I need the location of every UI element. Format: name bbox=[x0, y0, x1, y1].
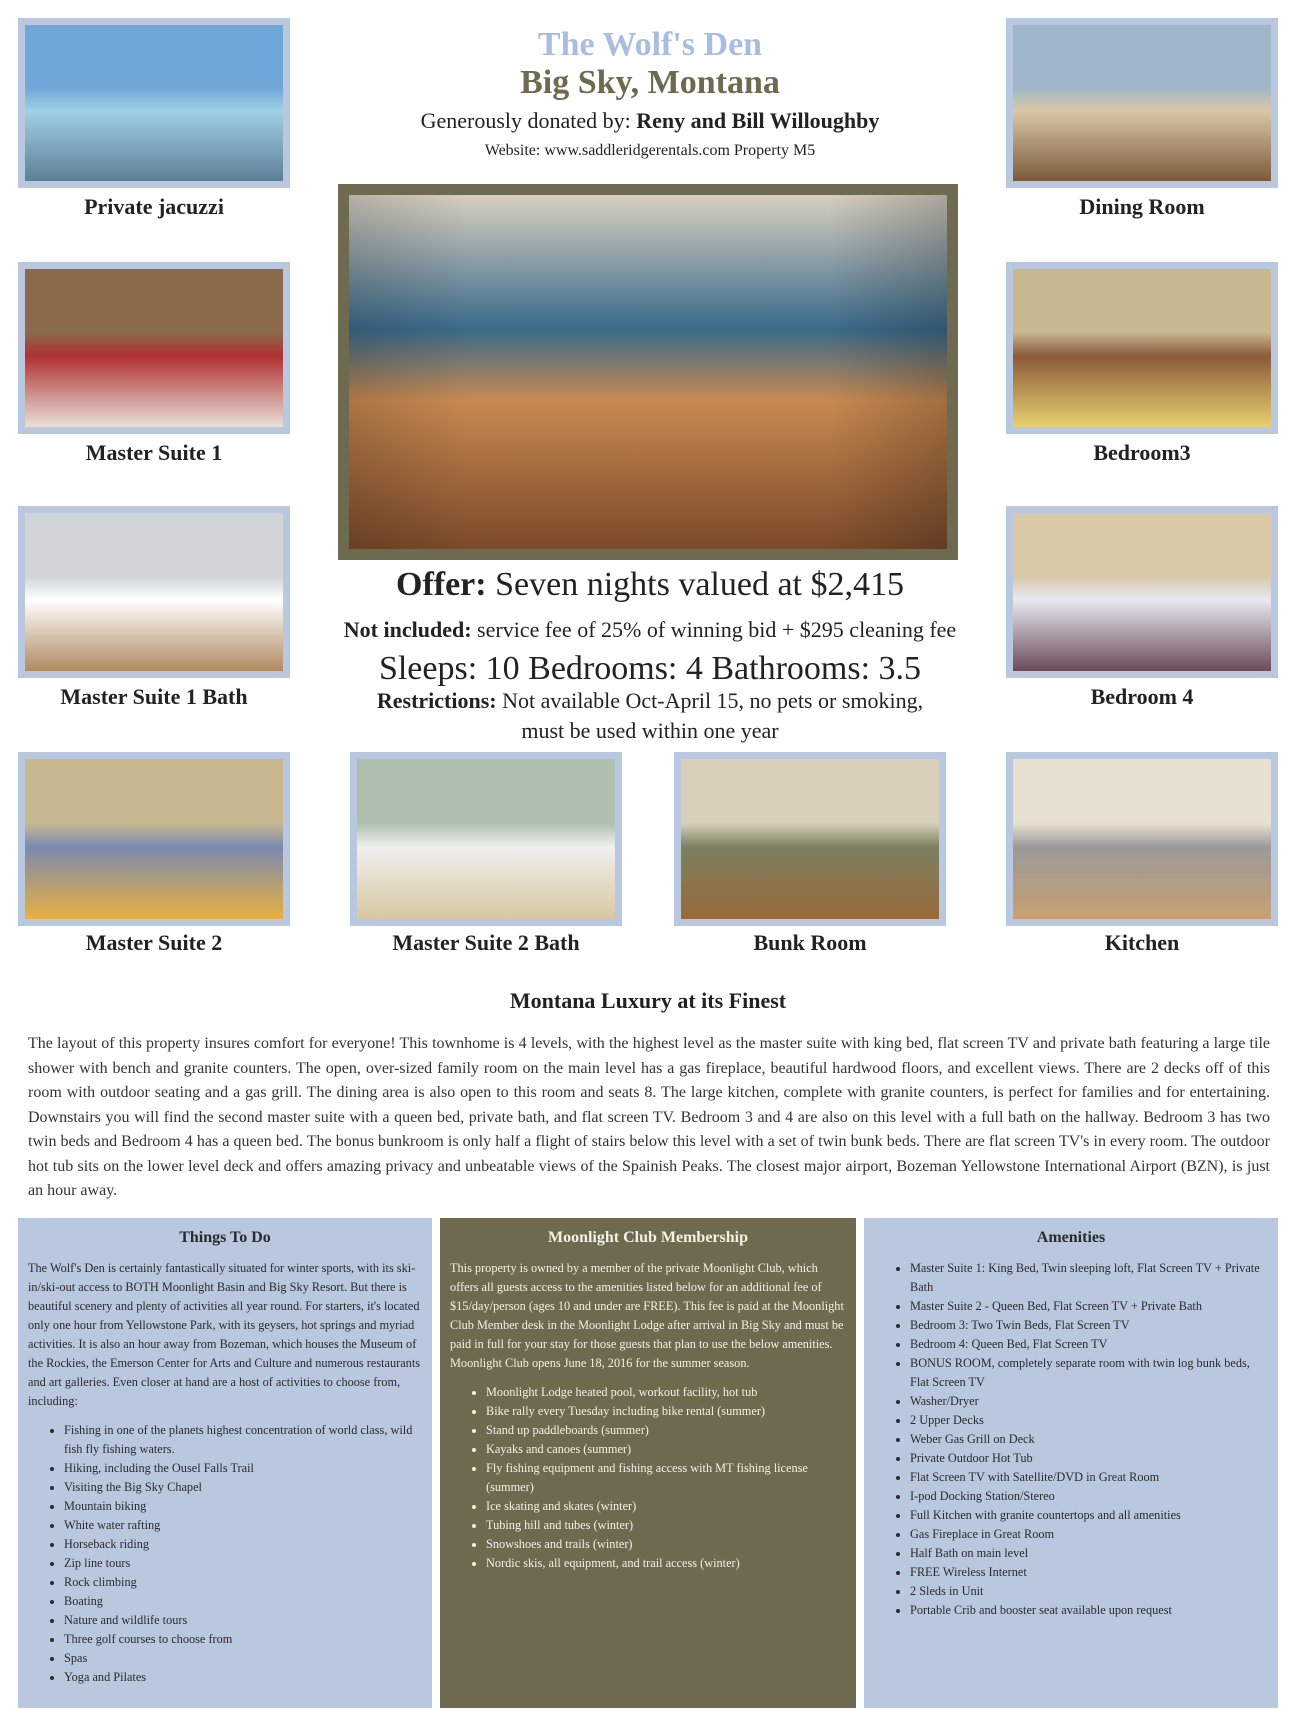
photo-bedroom-4 bbox=[1006, 506, 1278, 678]
list-item: • Bedroom 3: Two Twin Beds, Flat Screen TV bbox=[910, 1316, 1268, 1335]
living-room-image bbox=[349, 195, 947, 549]
things-to-do-box bbox=[18, 1218, 432, 1708]
offer-line bbox=[320, 566, 980, 604]
bedroom-3-image bbox=[1013, 269, 1271, 427]
list-item: • Nordic skis, all equipment, and trail access (winter) bbox=[486, 1554, 846, 1573]
description-title: Montana Luxury at its Finest bbox=[509, 988, 787, 1013]
list-item: • Portable Crib and booster seat available upon request bbox=[910, 1601, 1268, 1620]
photo-master-suite-2-bath bbox=[350, 752, 622, 926]
photo-kitchen bbox=[1006, 752, 1278, 926]
offer-label: Offer: bbox=[396, 566, 487, 603]
property-stats: Sleeps: 10 Bedrooms: 4 Bathrooms: 3.5 bbox=[378, 650, 922, 687]
caption-kitchen: Kitchen bbox=[1104, 930, 1180, 955]
moonlight-title: Moonlight Club Membership bbox=[547, 1229, 748, 1246]
list-item: • Stand up paddleboards (summer) bbox=[486, 1421, 846, 1440]
restrictions-line-2: must be used within one year bbox=[521, 718, 779, 743]
moonlight-intro: This property is owned by a member of the private Moonlight Club, which offers all guests access to the amenities listed below for an additional fee of $15/day/person (ages 10 and under are FREE). This fee is paid at the Moonlight Club Member desk in the Moonlight Lodge after arrival in Big Sky and must be paid in full for your stay for those guests that plan to use the below amenities. Moonlight Club opens June 18, 2016 for the summer season. bbox=[450, 1261, 844, 1370]
photo-master-suite-2 bbox=[18, 752, 290, 926]
amenities-title: Amenities bbox=[1036, 1229, 1106, 1246]
bedroom-4-image bbox=[1013, 513, 1271, 671]
list-item: • Snowshoes and trails (winter) bbox=[486, 1535, 846, 1554]
property-location: Big Sky, Montana bbox=[520, 64, 780, 101]
list-item: • Moonlight Lodge heated pool, workout facility, hot tub bbox=[486, 1383, 846, 1402]
list-item: • Private Outdoor Hot Tub bbox=[910, 1449, 1268, 1468]
list-item: • Nature and wildlife tours bbox=[64, 1611, 422, 1630]
list-item: • Half Bath on main level bbox=[910, 1544, 1268, 1563]
list-item: • Visiting the Big Sky Chapel bbox=[64, 1478, 422, 1497]
caption-dining-room: Dining Room bbox=[1079, 194, 1205, 219]
photo-bedroom-3 bbox=[1006, 262, 1278, 434]
donated-label: Generously donated by: bbox=[420, 108, 631, 133]
amenities-box bbox=[864, 1218, 1278, 1708]
moonlight-list bbox=[450, 1383, 846, 1573]
property-title: The Wolf's Den bbox=[537, 26, 763, 63]
list-item: • BONUS ROOM, completely separate room with twin log bunk beds, Flat Screen TV bbox=[910, 1354, 1268, 1392]
master-suite-2-bath-image bbox=[357, 759, 615, 919]
master-suite-2-image bbox=[25, 759, 283, 919]
photo-master-suite-1 bbox=[18, 262, 290, 434]
list-item: • Flat Screen TV with Satellite/DVD in Great Room bbox=[910, 1468, 1268, 1487]
list-item: • Mountain biking bbox=[64, 1497, 422, 1516]
caption-master-suite-1-bath: Master Suite 1 Bath bbox=[60, 684, 248, 709]
list-item: • Bike rally every Tuesday including bike rental (summer) bbox=[486, 1402, 846, 1421]
not-included-line bbox=[320, 617, 980, 643]
list-item: • Washer/Dryer bbox=[910, 1392, 1268, 1411]
photo-master-suite-1-bath bbox=[18, 506, 290, 678]
list-item: • Spas bbox=[64, 1649, 422, 1668]
jacuzzi-image bbox=[25, 25, 283, 181]
caption-master-suite-2: Master Suite 2 bbox=[85, 930, 223, 955]
offer-text: Seven nights valued at $2,415 bbox=[495, 566, 904, 603]
caption-private-jacuzzi: Private jacuzzi bbox=[84, 194, 224, 219]
things-to-do-list bbox=[28, 1421, 422, 1687]
photo-bunk-room bbox=[674, 752, 946, 926]
bunk-room-image bbox=[681, 759, 939, 919]
master-suite-1-image bbox=[25, 269, 283, 427]
caption-bedroom-4: Bedroom 4 bbox=[1090, 684, 1194, 709]
restrictions-label: Restrictions: bbox=[376, 688, 497, 713]
photo-private-jacuzzi bbox=[18, 18, 290, 188]
restrictions-text: Not available Oct-April 15, no pets or smoking, bbox=[502, 688, 924, 713]
list-item: • Yoga and Pilates bbox=[64, 1668, 422, 1687]
list-item: • 2 Upper Decks bbox=[910, 1411, 1268, 1430]
caption-master-suite-2-bath: Master Suite 2 Bath bbox=[392, 930, 580, 955]
donor-names: Reny and Bill Willoughby bbox=[636, 108, 880, 133]
caption-bunk-room: Bunk Room bbox=[753, 930, 867, 955]
list-item: • Tubing hill and tubes (winter) bbox=[486, 1516, 846, 1535]
things-to-do-intro: The Wolf's Den is certainly fantastically situated for winter sports, with its ski-in/ski-out access to BOTH Moonlight Basin and Big Sky Resort. But there is beautiful scenery and plenty of activities all year round. For starters, it's located only one hour from Yellowstone Park, with its geysers, hot springs and myriad activities. It is also an hour away from Bozeman, which houses the Museum of the Rockies, the Emerson Center for Arts and Culture and numerous restaurants and art galleries. Even closer at hand are a host of activities to choose from, including: bbox=[28, 1261, 421, 1408]
list-item: • Master Suite 1: King Bed, Twin sleeping loft, Flat Screen TV + Private Bath bbox=[910, 1259, 1268, 1297]
caption-bedroom-3: Bedroom3 bbox=[1093, 440, 1191, 465]
description-body: The layout of this property insures comfort for everyone! This townhome is 4 levels, with the highest level as the master suite with king bed, flat screen TV and private bath featuring a large tile shower with bench and granite counters. The open, over-sized family room on the main level has a gas fireplace, beautiful hardwood floors, and excellent views. There are 2 decks off of this room with outdoor seating and a gas grill. The dining area is also open to this room and seats 8. The large kitchen, complete with granite counters, is perfect for families and for entertaining. Downstairs you will find the second master suite with a queen bed, private bath, and flat screen TV. Bedroom 3 and 4 are also on this level with a full bath on the hallway. Bedroom 3 has two twin beds and Bedroom 4 has a queen bed. The bonus bunkroom is only half a flight of stairs below this level with a set of twin bunk beds. There are flat screen TV's in every room. The outdoor hot tub sits on the lower level deck and offers amazing privacy and unbeatable views of the Spainish Peaks. The closest major airport, Bozeman Yellowstone International Airport (BZN), is just an hour away. bbox=[28, 1035, 1270, 1199]
list-item: • Fishing in one of the planets highest concentration of world class, wild fish fly fishing waters. bbox=[64, 1421, 422, 1459]
list-item: • Kayaks and canoes (summer) bbox=[486, 1440, 846, 1459]
list-item: • FREE Wireless Internet bbox=[910, 1563, 1268, 1582]
list-item: • Fly fishing equipment and fishing access with MT fishing license (summer) bbox=[486, 1459, 846, 1497]
not-included-label: Not included: bbox=[343, 617, 472, 642]
list-item: • Weber Gas Grill on Deck bbox=[910, 1430, 1268, 1449]
master-suite-1-bath-image bbox=[25, 513, 283, 671]
list-item: • Three golf courses to choose from bbox=[64, 1630, 422, 1649]
list-item: • White water rafting bbox=[64, 1516, 422, 1535]
photo-dining-room bbox=[1006, 18, 1278, 188]
not-included-text: service fee of 25% of winning bid + $295 cleaning fee bbox=[477, 617, 957, 642]
list-item: • Gas Fireplace in Great Room bbox=[910, 1525, 1268, 1544]
kitchen-image bbox=[1013, 759, 1271, 919]
list-item: • Horseback riding bbox=[64, 1535, 422, 1554]
list-item: • Bedroom 4: Queen Bed, Flat Screen TV bbox=[910, 1335, 1268, 1354]
moonlight-box bbox=[440, 1218, 856, 1708]
list-item: • Rock climbing bbox=[64, 1573, 422, 1592]
photo-main-living-room bbox=[338, 184, 958, 560]
website-line: Website: www.saddleridgerentals.com Property M5 bbox=[484, 142, 816, 159]
things-to-do-title: Things To Do bbox=[179, 1229, 271, 1246]
list-item: • 2 Sleds in Unit bbox=[910, 1582, 1268, 1601]
restrictions-line bbox=[320, 688, 980, 714]
list-item: • Boating bbox=[64, 1592, 422, 1611]
list-item: • Zip line tours bbox=[64, 1554, 422, 1573]
list-item: • Ice skating and skates (winter) bbox=[486, 1497, 846, 1516]
amenities-list bbox=[874, 1259, 1268, 1620]
list-item: • Hiking, including the Ousel Falls Trail bbox=[64, 1459, 422, 1478]
list-item: • Full Kitchen with granite countertops and all amenities bbox=[910, 1506, 1268, 1525]
donated-by bbox=[340, 108, 960, 134]
dining-room-image bbox=[1013, 25, 1271, 181]
caption-master-suite-1: Master Suite 1 bbox=[85, 440, 223, 465]
list-item: • I-pod Docking Station/Stereo bbox=[910, 1487, 1268, 1506]
list-item: • Master Suite 2 - Queen Bed, Flat Screen TV + Private Bath bbox=[910, 1297, 1268, 1316]
